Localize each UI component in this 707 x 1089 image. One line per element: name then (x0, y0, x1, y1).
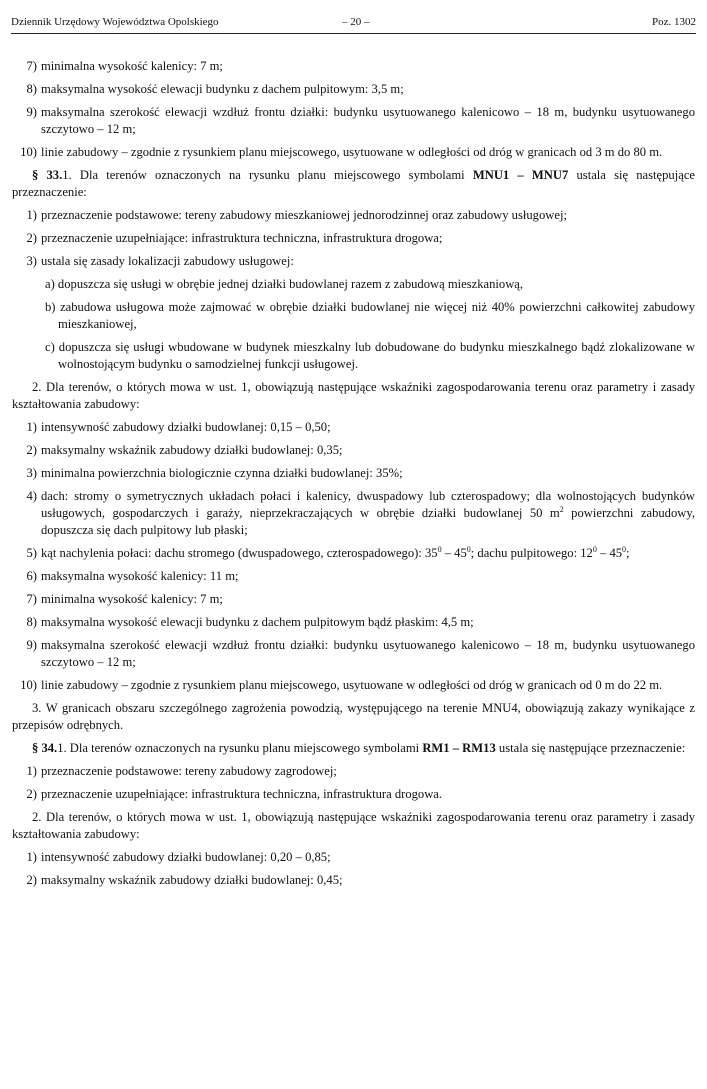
degree-mark: 0 (592, 544, 597, 554)
item-number: 1) (26, 208, 37, 222)
item-number: 8) (26, 82, 37, 96)
item-text: maksymalny wskaźnik zabudowy działki budowlanej: 0,45; (41, 873, 343, 887)
list-item (12, 58, 695, 75)
item-number: 2) (26, 443, 37, 457)
item-text: przeznaczenie uzupełniające: infrastruktura techniczna, infrastruktura drogowa; (41, 231, 443, 245)
list-item (12, 545, 695, 562)
list-item (12, 81, 695, 98)
item-number: 5) (26, 546, 37, 560)
section-33-intro (12, 167, 695, 201)
item-number: 6) (26, 569, 37, 583)
sub-item: a) dopuszcza się usługi w obrębie jednej działki budowlanej razem z zabudową mieszkaniową, (45, 277, 524, 291)
item-text: przeznaczenie podstawowe: tereny zabudowy zagrodowej; (41, 764, 337, 778)
item-text: – 45 (441, 546, 467, 560)
list-item (12, 465, 695, 482)
section-34-intro (12, 740, 695, 757)
list-item (12, 614, 695, 631)
item-number: 7) (26, 592, 37, 606)
item-text: intensywność zabudowy działki budowlanej: 0,20 – 0,85; (41, 850, 331, 864)
intro-text: 1. Dla terenów oznaczonych na rysunku planu miejscowego symbolami (57, 741, 423, 755)
item-text: maksymalna wysokość elewacji budynku z dachem pulpitowym bądź płaskim: 4,5 m; (41, 615, 474, 629)
superscript: 2 (559, 504, 564, 514)
list-item (12, 568, 695, 585)
sub-item: c) dopuszcza się usługi wbudowane w budynek mieszkalny lub dobudowane do budynku mieszkalnego bądź zlokalizowane w wolnostojącym budynku o samodzielnej funkcji usługowej. (45, 340, 695, 371)
item-number: 9) (26, 105, 37, 119)
list-item (12, 872, 695, 889)
degree-mark: 0 (466, 544, 471, 554)
intro-text: ustala się następujące przeznaczenie: (495, 741, 686, 755)
item-number: 1) (26, 850, 37, 864)
item-text: linie zabudowy – zgodnie z rysunkiem planu miejscowego, usytuowane w odległości od dróg w granicach od 0 m do 22 m. (41, 678, 663, 692)
header-rule (11, 33, 696, 34)
item-text: minimalna powierzchnia biologicznie czynna działki budowlanej: 35%; (41, 466, 403, 480)
item-number: 10) (20, 678, 37, 692)
item-number: 2) (26, 231, 37, 245)
zone-symbols: RM1 – RM13 (422, 741, 496, 755)
document-body (12, 58, 695, 895)
item-text: powierzchni zabudowy, dopuszcza się dach pulpitowy lub płaski; (41, 506, 695, 537)
position-number: Poz. 1302 (652, 16, 696, 28)
item-text: minimalna wysokość kalenicy: 7 m; (41, 592, 223, 606)
intro-text: ustala się następujące przeznaczenie: (12, 168, 696, 199)
degree-mark: 0 (622, 544, 627, 554)
section-label: § 34. (32, 741, 58, 755)
list-item (12, 442, 695, 459)
list-item (12, 253, 695, 270)
item-text: maksymalna szerokość elewacji wzdłuż frontu działki: budynku usytuowanego kalenicowo – 18 m, budynku usytuowanego szczytowo – 12 m; (41, 105, 695, 136)
item-text: ustala się zasady lokalizacji zabudowy usługowej: (41, 254, 294, 268)
item-text: maksymalna wysokość elewacji budynku z dachem pulpitowym: 3,5 m; (41, 82, 404, 96)
item-number: 2) (26, 873, 37, 887)
item-text: ; (626, 546, 630, 560)
section-33-para-2: 2. Dla terenów, o których mowa w ust. 1, obowiązują następujące wskaźniki zagospodarowania terenu oraz parametry i zasady kształtowania zabudowy: (12, 380, 695, 411)
item-text: maksymalna wysokość kalenicy: 11 m; (41, 569, 239, 583)
item-number: 1) (26, 420, 37, 434)
journal-title: Dziennik Urzędowy Województwa Opolskiego (11, 16, 219, 28)
item-text: kąt nachylenia połaci: dachu stromego (dwuspadowego, czterospadowego): 35 (41, 546, 438, 560)
item-number: 3) (26, 466, 37, 480)
item-text: maksymalny wskaźnik zabudowy działki budowlanej: 0,35; (41, 443, 343, 457)
item-number: 8) (26, 615, 37, 629)
item-text: przeznaczenie uzupełniające: infrastruktura techniczna, infrastruktura drogowa. (41, 787, 443, 801)
list-item (12, 419, 695, 436)
item-text: intensywność zabudowy działki budowlanej: 0,15 – 0,50; (41, 420, 331, 434)
item-number: 2) (26, 787, 37, 801)
item-number: 4) (26, 489, 37, 503)
list-item (12, 637, 695, 671)
list-item (12, 104, 695, 138)
list-item (12, 763, 695, 780)
item-number: 9) (26, 638, 37, 652)
item-number: 3) (26, 254, 37, 268)
zone-symbols: MNU1 – MNU7 (472, 168, 569, 182)
list-item (12, 786, 695, 803)
item-text: ; dachu pulpitowego: 12 (470, 546, 593, 560)
list-item (12, 849, 695, 866)
item-text: linie zabudowy – zgodnie z rysunkiem planu miejscowego, usytuowane w odległości od dróg w granicach od 3 m do 80 m. (41, 145, 663, 159)
item-text: przeznaczenie podstawowe: tereny zabudowy mieszkaniowej jednorodzinnej oraz zabudowy usługowej; (41, 208, 567, 222)
list-item (12, 207, 695, 224)
degree-mark: 0 (437, 544, 442, 554)
section-label: § 33. (32, 168, 63, 182)
intro-text: 1. Dla terenów oznaczonych na rysunku planu miejscowego symbolami (62, 168, 473, 182)
item-number: 10) (20, 145, 37, 159)
list-item (12, 230, 695, 247)
item-number: 7) (26, 59, 37, 73)
item-text: dach: stromy o symetrycznych układach połaci i kalenicy, dwuspadowy lub czterospadowy; dla wolnostojących budynków usługowych, gospodarczych i garaży, nieprzekraczających w obrębie działki budowlanej 50 m (41, 489, 695, 520)
item-text: maksymalna szerokość elewacji wzdłuż frontu działki: budynku usytuowanego kalenicowo – 18 m, budynku usytuowanego szczytowo – 12 m; (41, 638, 695, 669)
list-item (12, 144, 695, 161)
item-text: – 45 (596, 546, 623, 560)
page-number: – 20 – (342, 16, 370, 28)
list-item (12, 488, 695, 539)
section-34-para-2: 2. Dla terenów, o których mowa w ust. 1, obowiązują następujące wskaźniki zagospodarowania terenu oraz parametry i zasady kształtowania zabudowy: (12, 810, 695, 841)
section-33-para-3: 3. W granicach obszaru szczególnego zagrożenia powodzią, występującego na terenie MNU4, obowiązują zakazy wynikające z przepisów odrębnych. (12, 701, 695, 732)
list-item (12, 677, 695, 694)
item-text: minimalna wysokość kalenicy: 7 m; (41, 59, 223, 73)
sub-item: b) zabudowa usługowa może zajmować w obrębie działki budowlanej nie więcej niż 40% powierzchni całkowitej zabudowy mieszkaniowej, (45, 300, 695, 331)
page-header (11, 14, 696, 30)
list-item (12, 591, 695, 608)
item-number: 1) (26, 764, 37, 778)
